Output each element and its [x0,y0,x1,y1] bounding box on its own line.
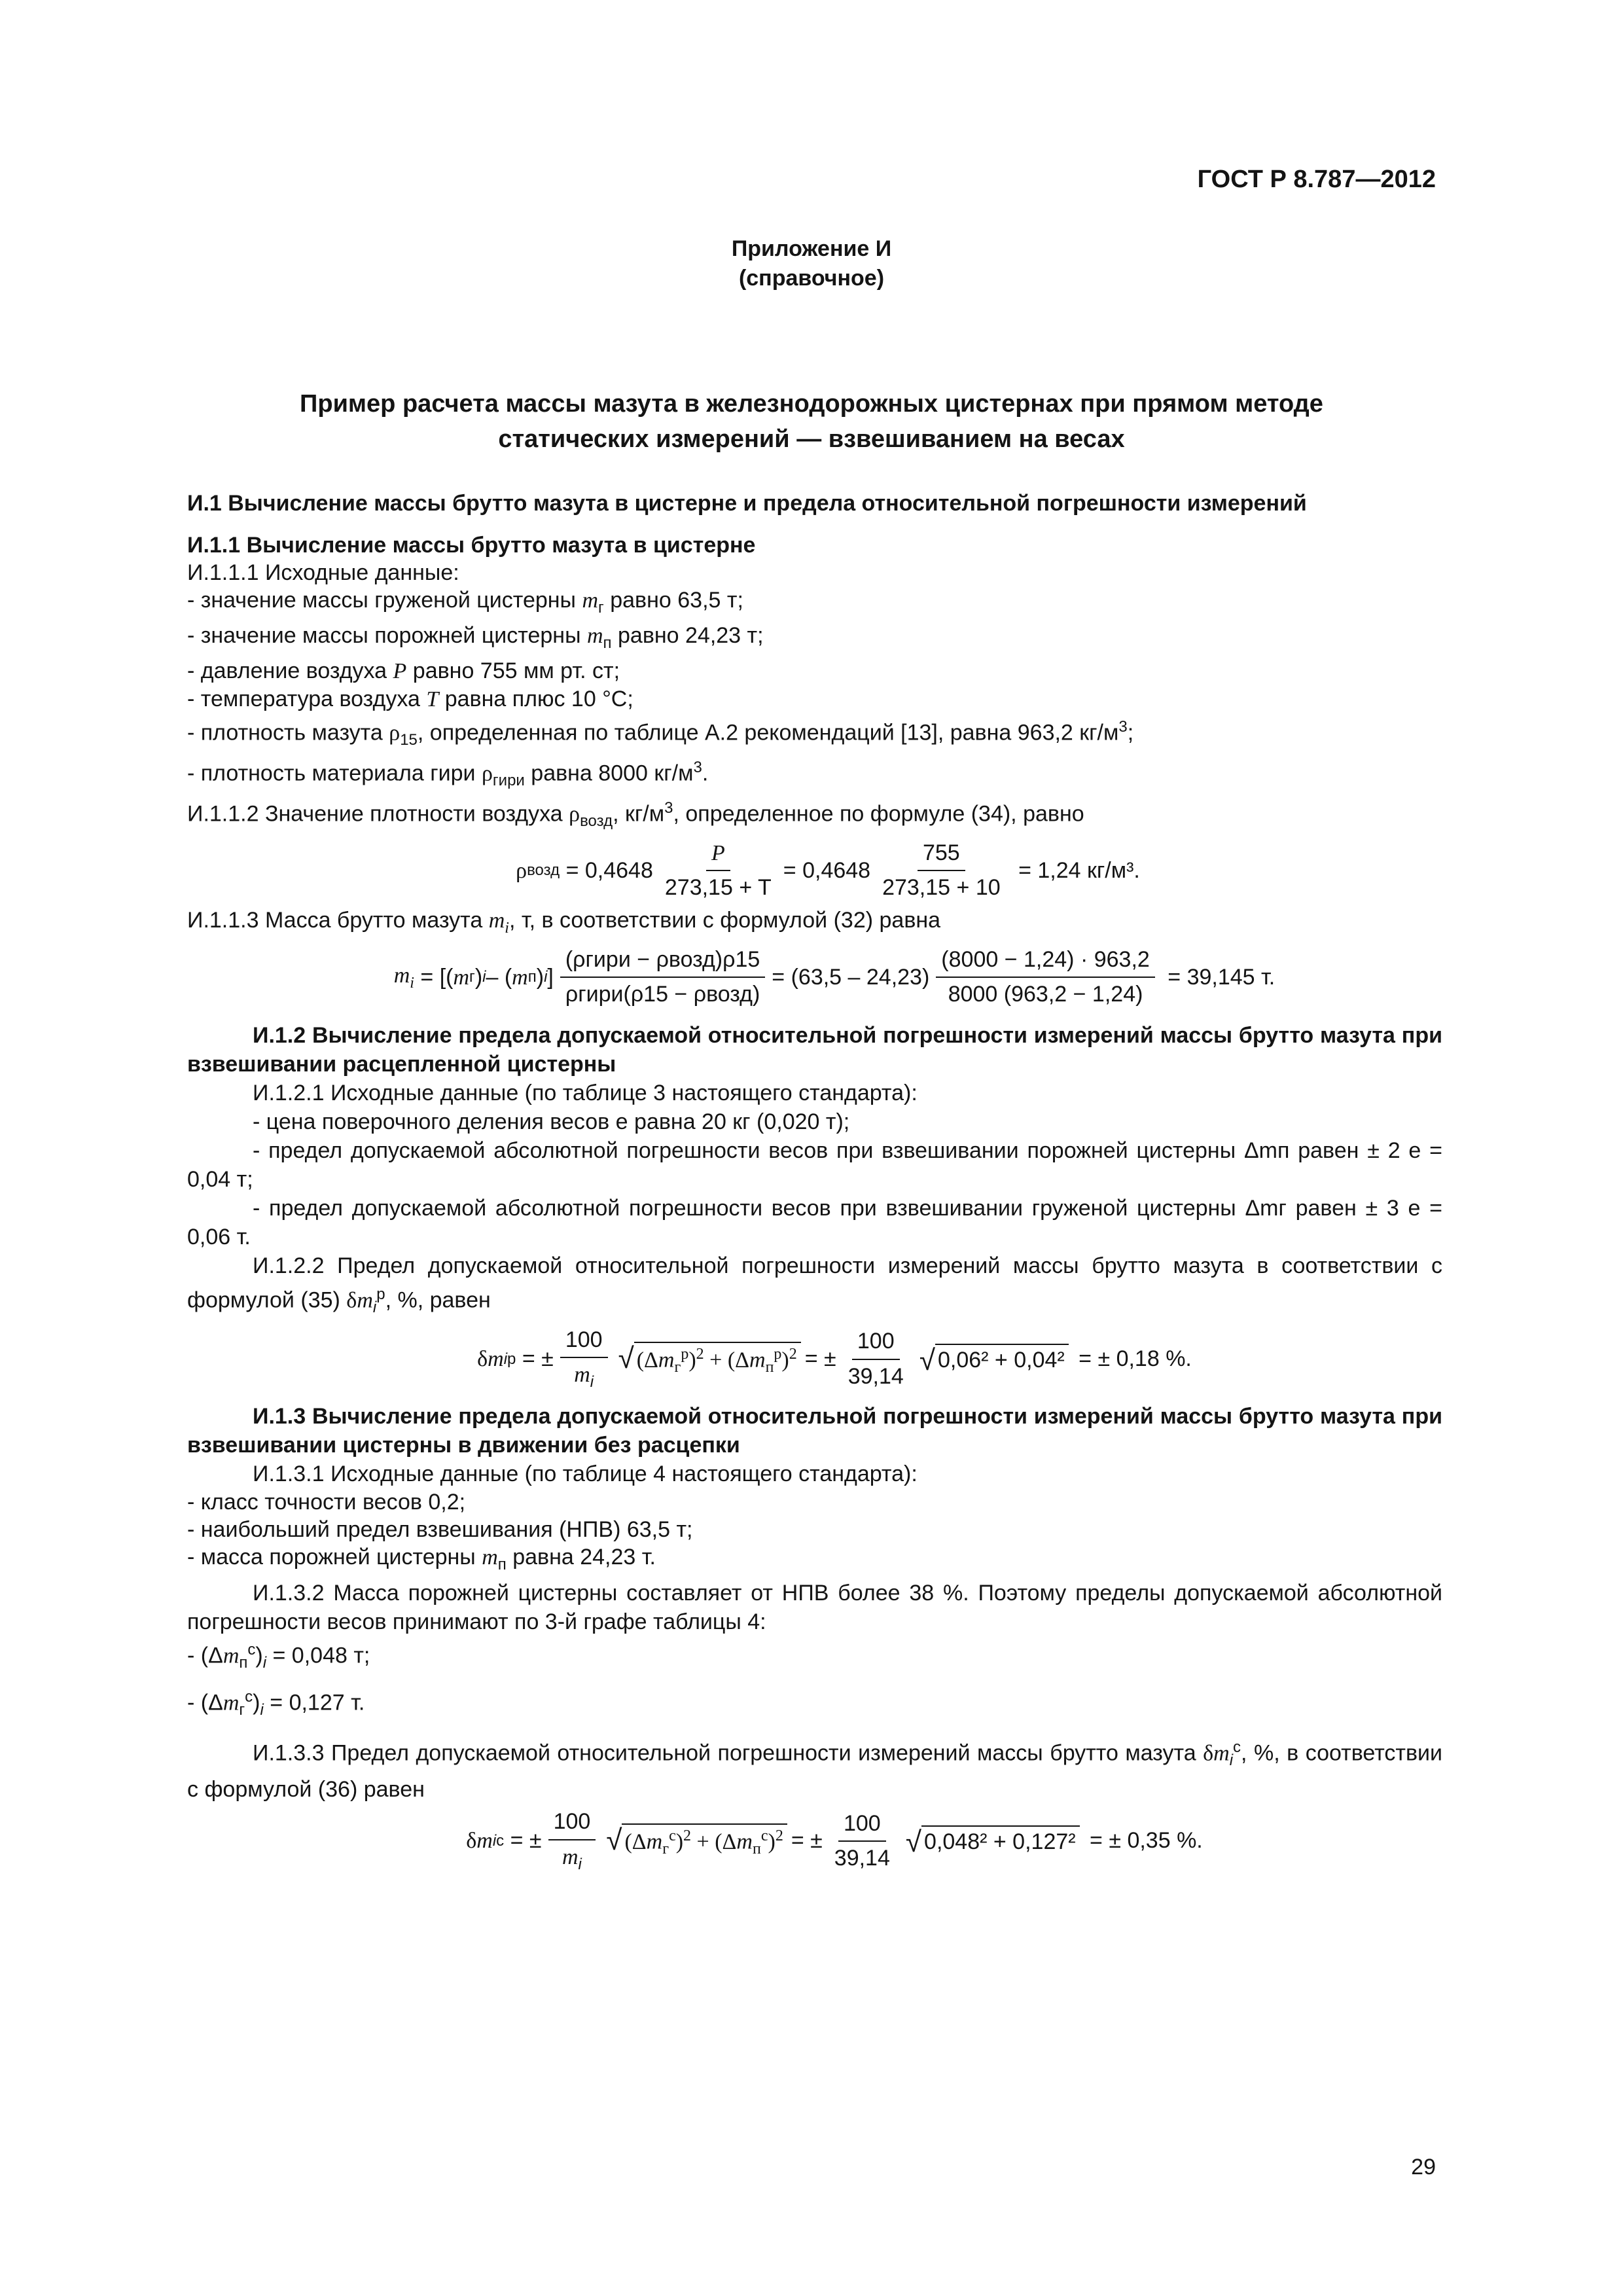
document-body [187,490,1442,1878]
formula-gross-mass: $m_i$ = [( m г ) i – ( m п ) i ] $\frac{\text{(ρгири − ρвозд)ρ15}}{\text{ρгири(ρ15 − ρвозд)}}$ = (63,5 – 24,23) $\frac{(8000 - 1,24) \cdot 963,2}{8000 (963,2 - 1,24)}$ = 39,145 т. [393,946,1275,1007]
paragraph-1-3-3: И.1.3.3 Предел допускаемой относительной погрешности измерений массы брутто мазута $\delta m_i^с$, %, в соответствии с формулой (36) равен [187,1738,1442,1803]
formula-error-in-motion: δ m i с = ± $\frac{100}{m_i}$ √ $(\Delta m_г^с)^2 + (\Delta m_п^с)^2$ = ± $\frac{100}{39,14}$ √ 0,048² + 0,127² = ± 0,35 %. [466,1809,1203,1873]
formula-error-uncoupled: δ m i р = ± $\frac{100}{m_i}$ √ $(\Delta m_г^р)^2 + (\Delta m_п^р)^2$ = ± $\frac{100}{39,14}$ √ 0,06² + 0,04² = ± 0,18 %. [477,1327,1192,1391]
page-number: 29 [1411,2155,1436,2179]
section-heading-1-3: И.1.3 Вычисление предела допускаемой относительной погрешности измерений массы брутто мазута при взвешивании цистерны в движении без расцепки [187,1403,1442,1458]
section-heading-1-1: И.1.1 Вычисление массы брутто мазута в цистерне [187,533,756,558]
standard-code: ГОСТ Р 8.787—2012 [1197,166,1436,193]
list-item: - давление воздуха P равно 755 мм рт. ст; [187,658,620,683]
paragraph-1-1-2: И.1.1.2 Значение плотности воздуха $\rho_{возд}$, $кг/м^3$, определенное по формуле (34), равно [187,798,1084,830]
section-heading-1: И.1 Вычисление массы брутто мазута в цистерне и предела относительной погрешности измерений [187,491,1307,516]
title-line-2: статических измерений — взвешиванием на весах [498,425,1125,453]
list-item: - масса порожней цистерны $m_п$ равна 24,23 т. [187,1544,656,1573]
list-item: - плотность материала гири $\rho_{гири}$ равна 8000 $кг/м^3$. [187,758,709,789]
list-item: - наибольший предел взвешивания (НПВ) 63,5 т; [187,1516,693,1542]
paragraph-1-3-1: И.1.3.1 Исходные данные (по таблице 4 настоящего стандарта): [253,1461,918,1486]
title-line-1: Пример расчета массы мазута в железнодорожных цистернах при прямом методе [300,390,1323,418]
appendix-title [0,386,1623,457]
list-item: - цена поверочного деления весов e равна 20 кг (0,020 т); [253,1109,850,1134]
paragraph-1-1-3: И.1.1.3 Масса брутто мазута $m_i$, т, в соответствии с формулой (32) равна [187,908,941,937]
list-item: - предел допускаемой абсолютной погрешности весов при взвешивании груженой цистерны Δmг равен ± 3 e = 0,06 т. [187,1195,1442,1249]
formula-air-density: ρ возд = 0,4648 $\frac{P}{273,15 + T}$ = 0,4648 $\frac{755}{273,15 + 10}$ = 1,24 кг/м³. [516,840,1140,901]
list-item: - $(\Delta m_г^с)_i = 0,127$ т. [187,1687,365,1719]
paragraph-1-3-2: И.1.3.2 Масса порожней цистерны составляет от НПВ более 38 %. Поэтому пределы допускаемой абсолютной погрешности весов принимают по 3-й графе таблицы 4: [187,1580,1442,1634]
appendix-label: Приложение И [731,236,892,261]
list-item: - класс точности весов 0,2; [187,1489,466,1515]
paragraph-1-2-1: И.1.2.1 Исходные данные (по таблице 3 настоящего стандарта): [253,1080,918,1105]
paragraph-1-2-2: И.1.2.2 Предел допускаемой относительной погрешности измерений массы брутто мазута в соответствии с формулой (35) $\delta m_i^р$, %, равен [187,1253,1442,1316]
list-item: - температура воздуха T равна плюс 10 °С; [187,686,633,711]
list-item: - значение массы груженой цистерны $m_г$ равно 63,5 т; [187,588,743,617]
paragraph-1-1-1: И.1.1.1 Исходные данные: [187,560,459,585]
list-item: - $(\Delta m_п^с)_i = 0,048$ т; [187,1640,370,1672]
appendix-note: (справочное) [738,266,885,291]
list-item: - предел допускаемой абсолютной погрешности весов при взвешивании порожней цистерны Δmп равен ± 2 e = 0,04 т; [187,1138,1442,1192]
list-item: - плотность мазута $\rho_{15}$, определенная по таблице А.2 рекомендаций [13], равна 963,2 $кг/м^3$; [187,717,1134,749]
section-heading-1-2: И.1.2 Вычисление предела допускаемой относительной погрешности измерений массы брутто мазута при взвешивании расцепленной цистерны [187,1022,1442,1077]
list-item: - значение массы порожней цистерны $m_п$ равно 24,23 т; [187,622,764,652]
appendix-heading [0,234,1623,293]
